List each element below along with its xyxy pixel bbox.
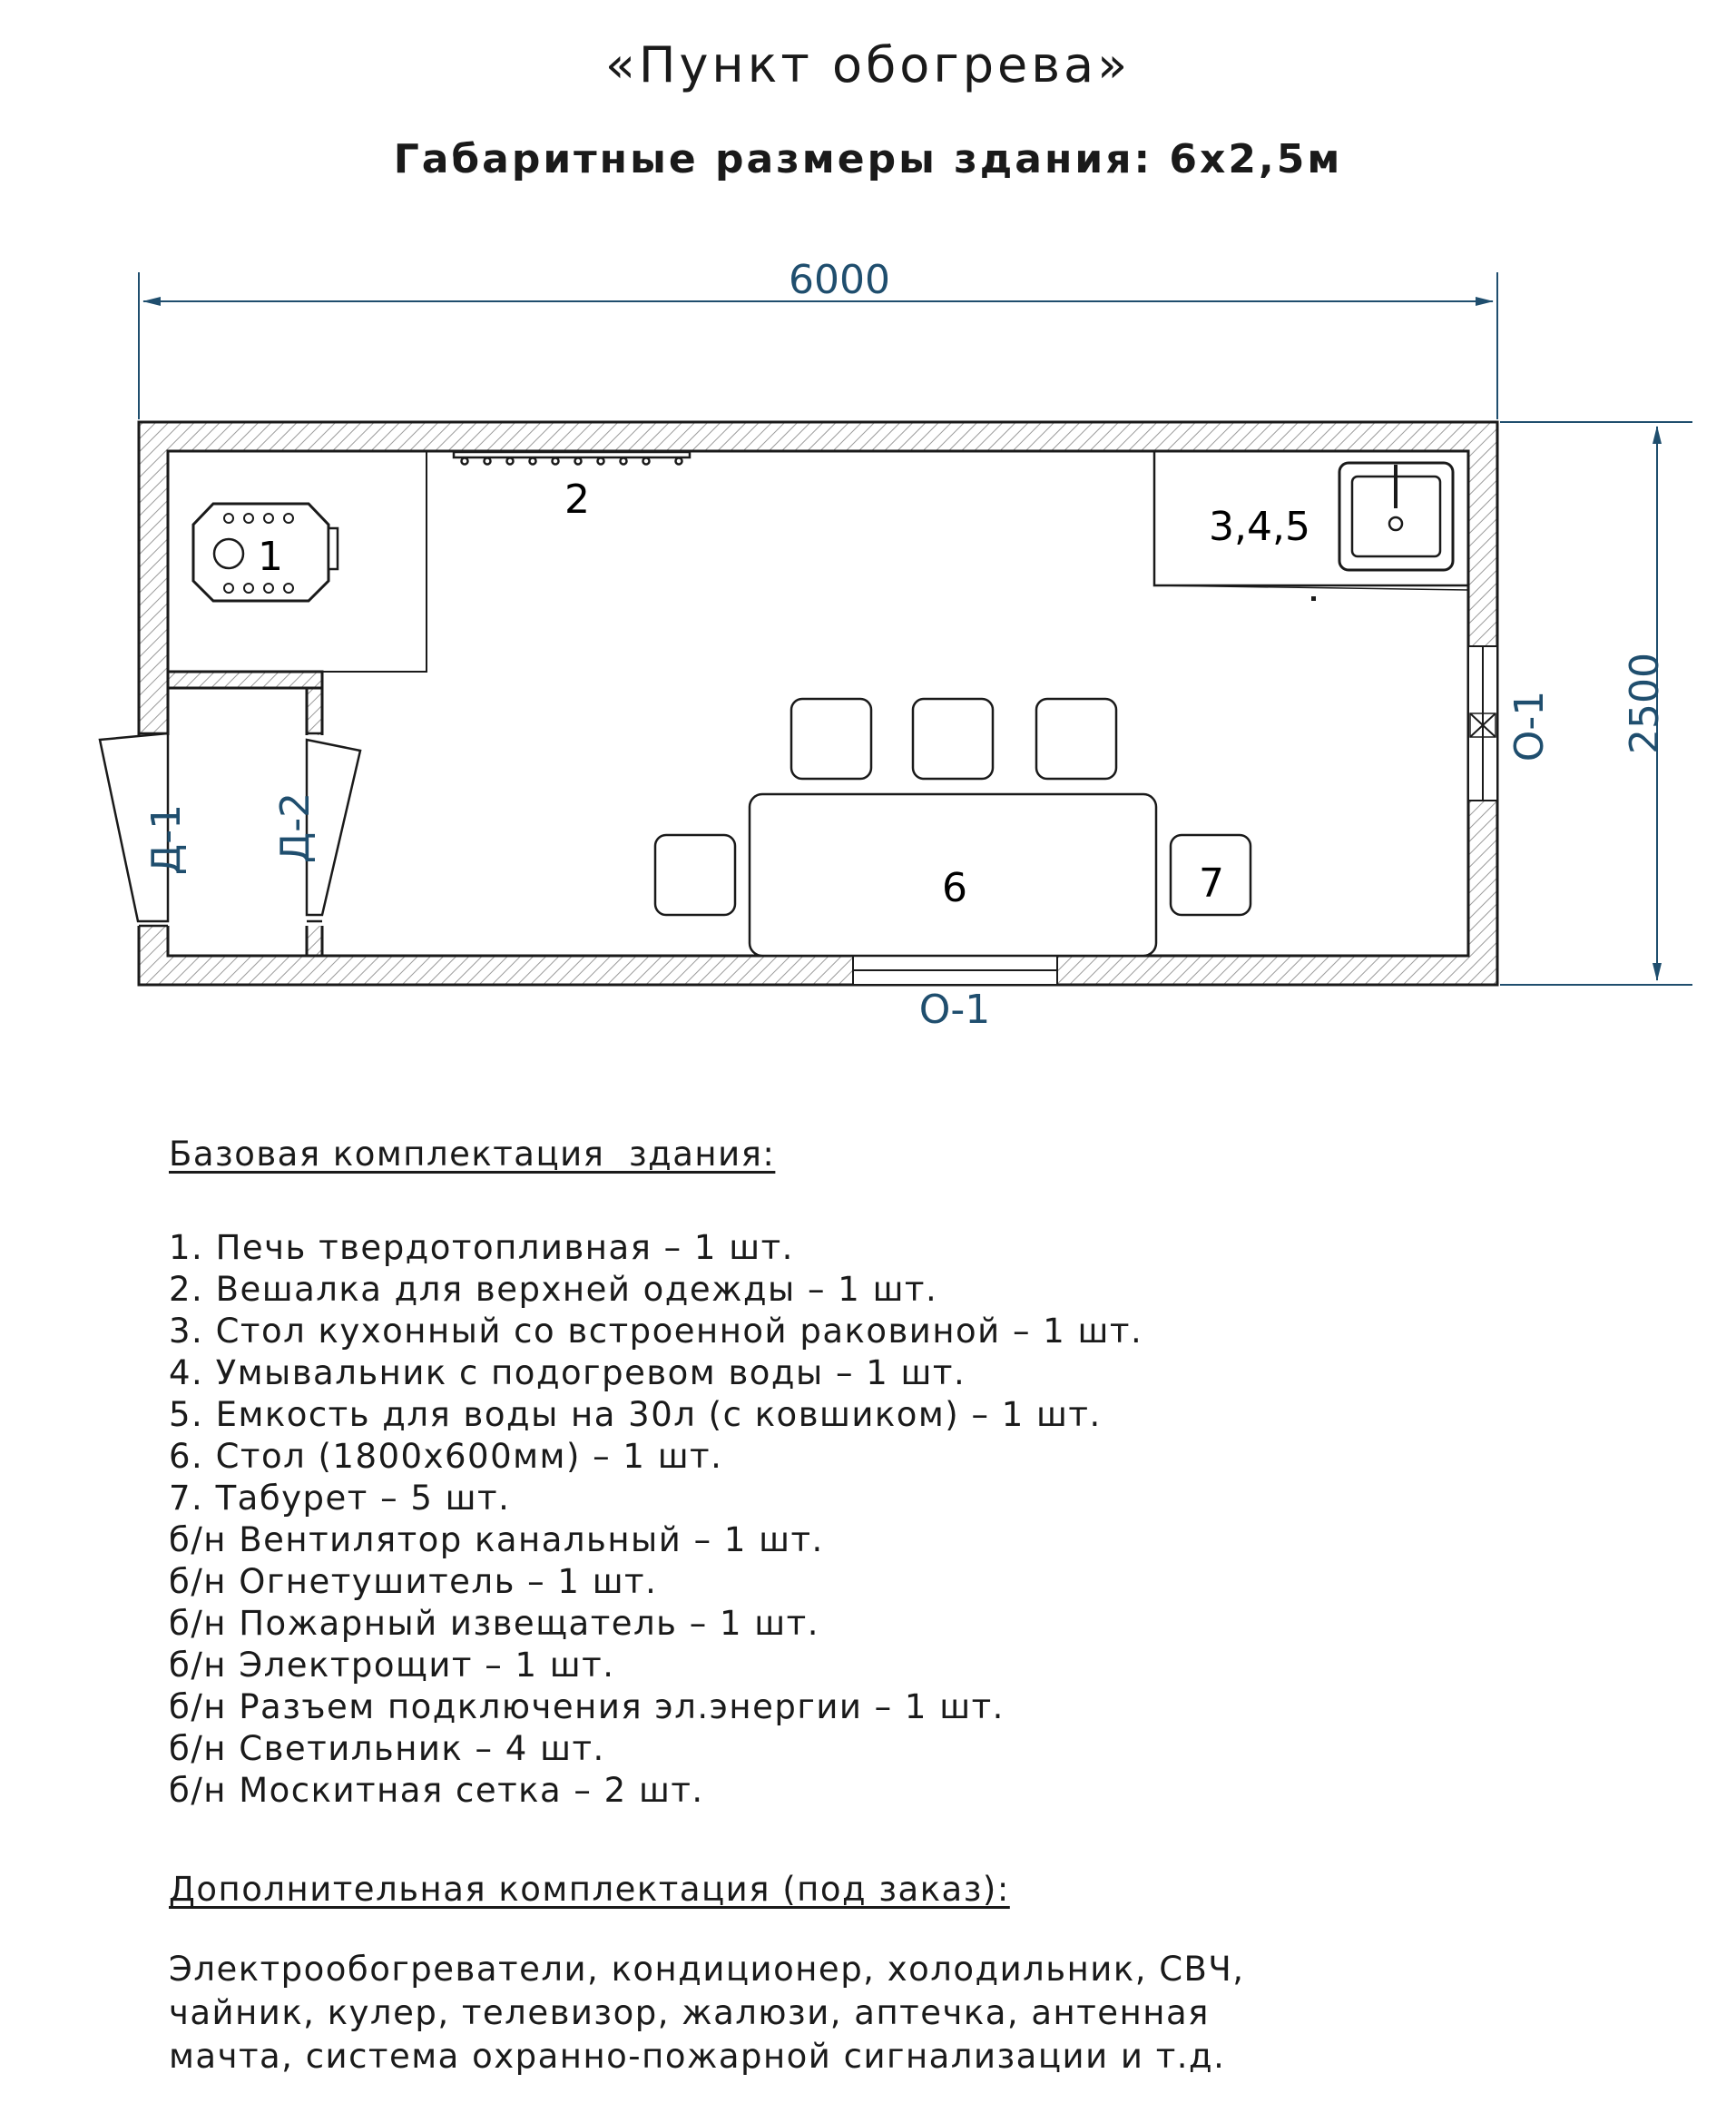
base-equipment-item: б/н Разъем подключения эл.энергии – 1 шт.	[169, 1687, 1005, 1726]
stool	[791, 699, 871, 779]
floor-plan	[0, 254, 1736, 1035]
extra-equipment-heading: Дополнительная комплектация (под заказ):	[169, 1870, 1010, 1909]
base-equipment-item: б/н Вентилятор канальный – 1 шт.	[169, 1520, 824, 1559]
base-equipment-item: 4. Умывальник с подогревом воды – 1 шт.	[169, 1353, 966, 1392]
extra-equipment-text	[169, 1948, 1245, 2079]
door-inner-label: Д-2	[272, 791, 319, 864]
base-equipment-item: 3. Стол кухонный со встроенной раковиной – 1 шт.	[169, 1312, 1143, 1351]
window-right-label: О-1	[1506, 690, 1553, 762]
base-equipment-heading: Базовая комплектация здания:	[169, 1135, 776, 1174]
base-equipment-list	[169, 1227, 1143, 1812]
page-subtitle: Габаритные размеры здания: 6х2,5м	[393, 136, 1343, 182]
base-equipment-item: б/н Светильник – 4 шт.	[169, 1729, 605, 1768]
extra-equipment-line: мачта, система охранно-пожарной сигнализации и т.д.	[169, 2037, 1226, 2076]
base-equipment-item: 7. Табурет – 5 шт.	[169, 1479, 511, 1518]
hanger-label: 2	[564, 477, 590, 523]
stove-label: 1	[258, 534, 283, 580]
stool-label: 7	[1199, 860, 1224, 907]
sink-icon	[1339, 463, 1453, 570]
base-equipment-item: 2. Вешалка для верхней одежды – 1 шт.	[169, 1270, 938, 1309]
base-equipment-item: б/н Москитная сетка – 2 шт.	[169, 1771, 704, 1810]
dimension-width-label: 6000	[789, 257, 890, 303]
base-equipment-item: б/н Пожарный извещатель – 1 шт.	[169, 1604, 819, 1643]
dimension-height-label: 2500	[1622, 653, 1668, 754]
door-outer-label: Д-1	[143, 803, 190, 876]
base-equipment-item: б/н Огнетушитель – 1 шт.	[169, 1562, 658, 1601]
base-equipment-item: 1. Печь твердотопливная – 1 шт.	[169, 1228, 794, 1267]
stool	[1036, 699, 1116, 779]
hanger-icon	[454, 452, 690, 465]
page-title: «Пункт обогрева»	[604, 36, 1132, 93]
stool	[655, 835, 735, 915]
kitchen-label: 3,4,5	[1209, 504, 1310, 550]
vestibule-walls	[168, 672, 322, 688]
base-equipment-item: б/н Электрощит – 1 шт.	[169, 1646, 615, 1685]
window-bottom-label: О-1	[918, 987, 991, 1033]
base-equipment-item: 6. Стол (1800х600мм) – 1 шт.	[169, 1437, 723, 1476]
table-label: 6	[942, 865, 967, 911]
base-equipment-item: 5. Емкость для воды на 30л (с ковшиком) – 1 шт.	[169, 1395, 1102, 1434]
extra-equipment-line: Электрообогреватели, кондиционер, холодильник, СВЧ,	[169, 1950, 1245, 1989]
extra-equipment-line: чайник, кулер, телевизор, жалюзи, аптечка, антенная	[169, 1993, 1210, 2032]
stool	[913, 699, 993, 779]
